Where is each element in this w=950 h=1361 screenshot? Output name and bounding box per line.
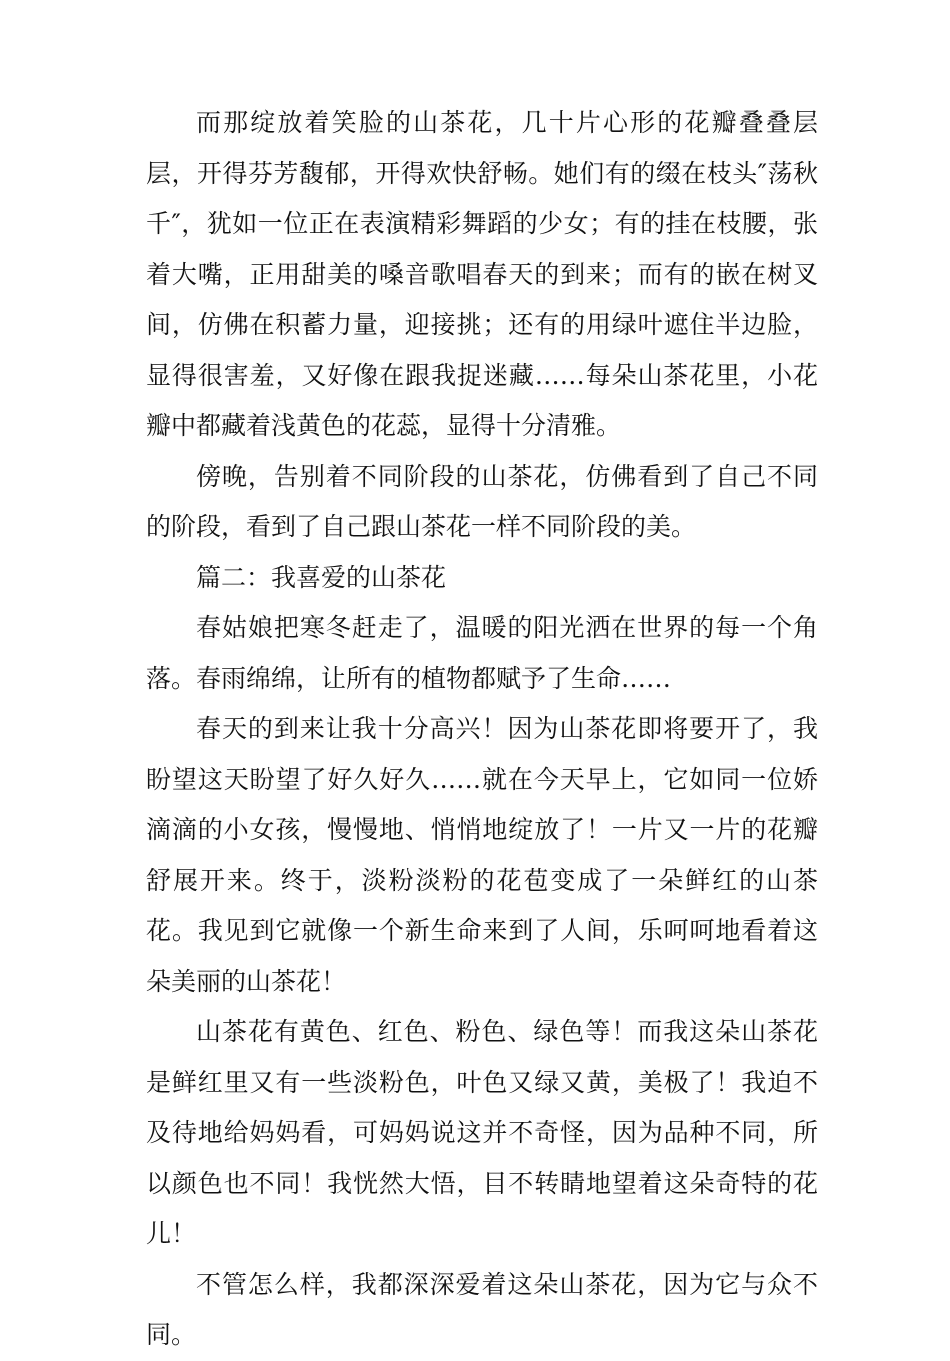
paragraph-camellia-colors: 山茶花有黄色、红色、粉色、绿色等！而我这朵山茶花是鲜红里又有一些淡粉色，叶色又绿又黄，美极了！我迫不及待地给妈妈看，可妈妈说这并不奇怪，因为品种不同，所以颜色也不同！我恍然大悟，目不转睛地望着这朵奇特的花儿！ — [146, 1017, 818, 1248]
section-title: 篇二：我喜爱的山茶花 — [196, 562, 447, 592]
paragraph-spring-arrives: 春姑娘把寒冬赶走了，温暖的阳光洒在世界的每一个角落。春雨绵绵，让所有的植物都赋予了生命…… — [146, 613, 818, 693]
paragraph-camellia-bloom: 而那绽放着笑脸的山茶花，几十片心形的花瓣叠叠层层，开得芬芳馥郁，开得欢快舒畅。她们有的缀在枝头″荡秋千″，犹如一位正在表演精彩舞蹈的少女；有的挂在枝腰，张着大嘴，正用甜美的嗓音歌唱春天的到来；而有的嵌在树叉间，仿佛在积蓄力量，迎接挑；还有的用绿叶遮住半边脸，显得很害羞，又好像在跟我捉迷藏……每朵山茶花里，小花瓣中都藏着浅黄色的花蕊，显得十分清雅。 — [146, 108, 818, 440]
paragraph-evening: 傍晚，告别着不同阶段的山茶花，仿佛看到了自己不同的阶段，看到了自己跟山茶花一样不同阶段的美。 — [146, 461, 818, 541]
paragraph-conclusion: 不管怎么样，我都深深爱着这朵山茶花，因为它与众不同。 — [146, 1269, 818, 1349]
paragraph-camellia-opens: 春天的到来让我十分高兴！因为山茶花即将要开了，我盼望这天盼望了好久好久……就在今天早上，它如同一位娇滴滴的小女孩，慢慢地、悄悄地绽放了！一片又一片的花瓣舒展开来。终于，淡粉淡粉的花苞变成了一朵鲜红的山茶花。我见到它就像一个新生命来到了人间，乐呵呵地看着这朵美丽的山茶花！ — [146, 714, 818, 996]
document-body — [146, 98, 818, 1361]
